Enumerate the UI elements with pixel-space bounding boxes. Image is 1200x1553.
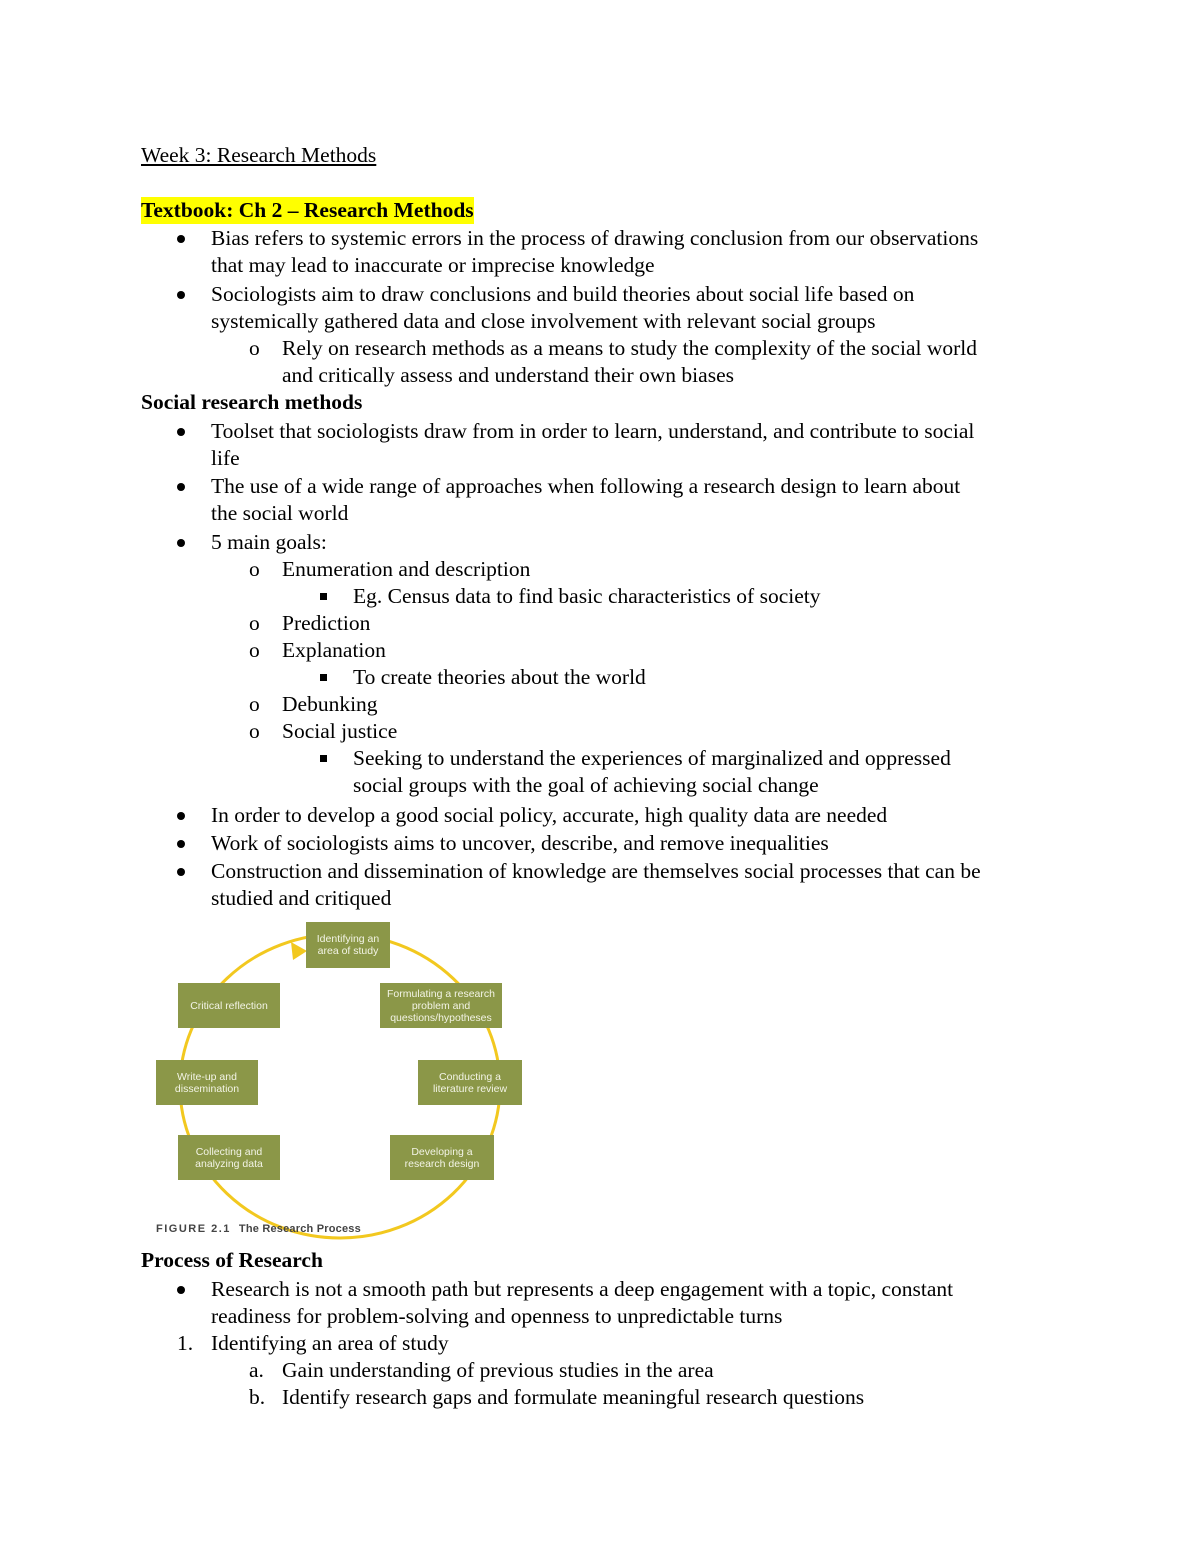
step-formulating-problem: Formulating a research problem and questions/hypotheses bbox=[380, 983, 502, 1028]
goal-sub-item: To create theories about the world bbox=[353, 665, 646, 689]
lettered-marker: a. bbox=[249, 1358, 264, 1382]
lettered-item: Gain understanding of previous studies in the area bbox=[282, 1358, 714, 1382]
step-research-design: Developing a research design bbox=[390, 1135, 494, 1180]
goal-sub-item: Eg. Census data to find basic characteristics of society bbox=[353, 584, 821, 608]
sub-bullet-marker: o bbox=[249, 336, 260, 360]
bullet-text: that may lead to inaccurate or imprecise knowledge bbox=[211, 253, 655, 277]
bullet-text: Sociologists aim to draw conclusions and build theories about social life based on bbox=[211, 282, 915, 306]
goal-item: Explanation bbox=[282, 638, 386, 662]
bullet-text: Construction and dissemination of knowledge are themselves social processes that can be bbox=[211, 859, 981, 883]
arrow-head bbox=[291, 942, 307, 960]
bullet-disc bbox=[177, 539, 185, 547]
bullet-text: the social world bbox=[211, 501, 349, 525]
goal-item: Prediction bbox=[282, 611, 371, 635]
square-bullet bbox=[320, 755, 327, 762]
square-bullet bbox=[320, 674, 327, 681]
sub-bullet-marker: o bbox=[249, 692, 260, 716]
figure-title: The Research Process bbox=[238, 1223, 361, 1235]
step-write-up: Write-up and dissemination bbox=[156, 1060, 258, 1105]
bullet-text: systemically gathered data and close involvement with relevant social groups bbox=[211, 309, 876, 333]
bullet-text: Research is not a smooth path but represents a deep engagement with a topic, constant bbox=[211, 1277, 954, 1301]
step-literature-review: Conducting a literature review bbox=[418, 1060, 522, 1105]
numbered-item: Identifying an area of study bbox=[211, 1331, 449, 1355]
sub-bullet-marker: o bbox=[249, 719, 260, 743]
bullet-disc bbox=[177, 868, 185, 876]
bullet-text: The use of a wide range of approaches when following a research design to learn about bbox=[211, 474, 961, 498]
sub-bullet-marker: o bbox=[249, 611, 260, 635]
figure-number: FIGURE 2.1 bbox=[156, 1223, 231, 1235]
sub-bullet-marker: o bbox=[249, 557, 260, 581]
sub-bullet-marker: o bbox=[249, 638, 260, 662]
bullet-disc bbox=[177, 291, 185, 299]
goal-item: Debunking bbox=[282, 692, 378, 716]
sub-bullet-text: and critically assess and understand their own biases bbox=[282, 363, 734, 387]
square-bullet bbox=[320, 593, 327, 600]
process-heading: Process of Research bbox=[141, 1248, 323, 1272]
lettered-item: Identify research gaps and formulate meaningful research questions bbox=[282, 1385, 865, 1409]
goal-sub-item: Seeking to understand the experiences of marginalized and oppressed bbox=[353, 746, 951, 770]
bullet-text: In order to develop a good social policy, accurate, high quality data are needed bbox=[211, 803, 888, 827]
goal-item: Social justice bbox=[282, 719, 398, 743]
step-collecting-data: Collecting and analyzing data bbox=[178, 1135, 280, 1180]
goal-item: Enumeration and description bbox=[282, 557, 531, 581]
bullet-text: 5 main goals: bbox=[211, 530, 327, 554]
numbered-marker: 1. bbox=[177, 1331, 194, 1355]
bullet-text: studied and critiqued bbox=[211, 886, 392, 910]
lettered-marker: b. bbox=[249, 1385, 266, 1409]
sub-bullet-text: Rely on research methods as a means to study the complexity of the social world bbox=[282, 336, 977, 360]
page-title: Week 3: Research Methods bbox=[141, 143, 377, 167]
goal-sub-item: social groups with the goal of achieving social change bbox=[353, 773, 819, 797]
bullet-text: Bias refers to systemic errors in the process of drawing conclusion from our observations bbox=[211, 226, 979, 250]
bullet-disc bbox=[177, 1286, 185, 1294]
bullet-text: readiness for problem-solving and openness to unpredictable turns bbox=[211, 1304, 783, 1328]
research-process-figure bbox=[150, 920, 530, 1245]
textbook-heading: Textbook: Ch 2 – Research Methods bbox=[141, 198, 474, 222]
step-critical-reflection: Critical reflection bbox=[178, 983, 280, 1028]
step-identifying-area: Identifying an area of study bbox=[306, 922, 390, 968]
bullet-disc bbox=[177, 428, 185, 436]
bullet-text: Work of sociologists aims to uncover, describe, and remove inequalities bbox=[211, 831, 829, 855]
bullet-disc bbox=[177, 812, 185, 820]
social-research-heading: Social research methods bbox=[141, 390, 363, 414]
bullet-text: life bbox=[211, 446, 240, 470]
bullet-disc bbox=[177, 483, 185, 491]
bullet-disc bbox=[177, 235, 185, 243]
figure-caption bbox=[156, 1223, 361, 1235]
bullet-text: Toolset that sociologists draw from in order to learn, understand, and contribute to social bbox=[211, 419, 975, 443]
bullet-disc bbox=[177, 840, 185, 848]
